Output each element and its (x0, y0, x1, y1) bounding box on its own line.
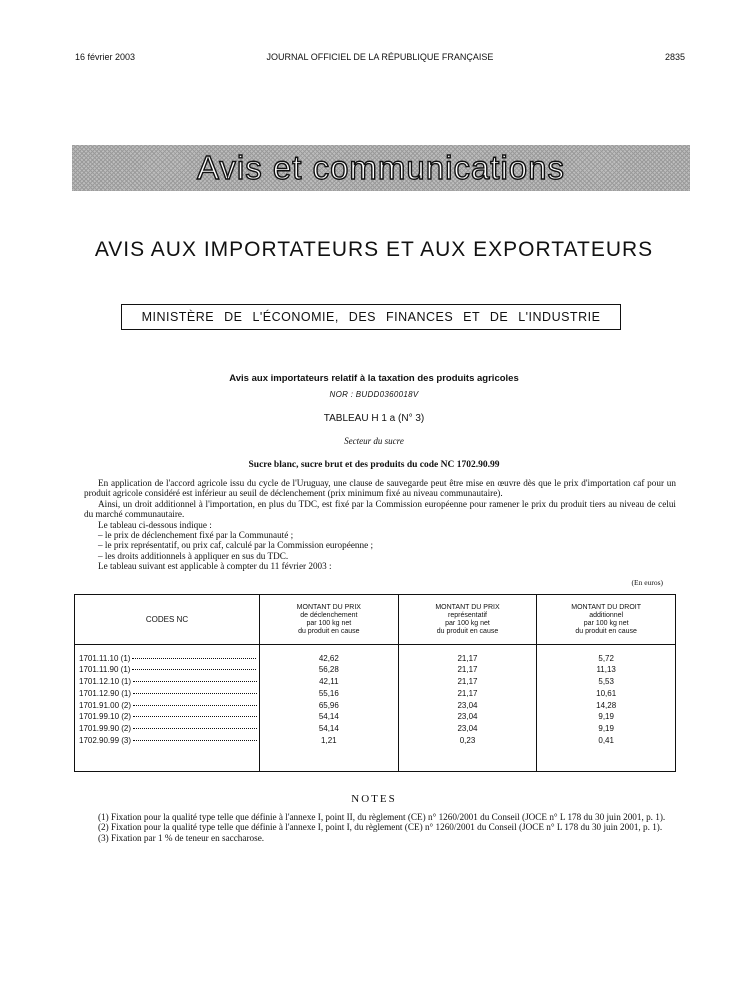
body-paragraph: Ainsi, un droit additionnel à l'importation, en plus du TDC, est fixé par la Commission européenne pour ramener le prix du produit tiers au niveau de celui du marché communautaire. (84, 498, 676, 520)
cell-code: 1701.11.90 (1) (79, 665, 131, 675)
cell-representative-price: 21,17 (398, 664, 537, 676)
body-paragraph: Le tableau suivant est applicable à compter du 11 février 2003 : (98, 561, 332, 572)
cell-representative-price: 23,04 (398, 700, 537, 712)
table-row (75, 711, 676, 723)
note-item: (3) Fixation par 1 % de teneur en saccharose. (98, 832, 265, 843)
note-item: (2) Fixation pour la qualité type telle que définie à l'annexe I, point I, du règlement (CE) n° 1260/2001 du Conseil (JOCE n° L 178 du 30 juin 2001, p. 1). (98, 822, 663, 833)
nor-reference: NOR : BUDD0360018V (329, 390, 419, 399)
cell-code: 1701.12.10 (1) (79, 677, 132, 687)
table-row (75, 723, 676, 735)
header-trigger-price: MONTANT DU PRIX de déclenchement par 100 kg net du produit en cause (259, 595, 398, 645)
cell-trigger-price: 1,21 (259, 735, 398, 747)
notice-title: Avis aux importateurs relatif à la taxation des produits agricoles (229, 373, 519, 384)
table-row (75, 735, 676, 747)
notice-body (84, 478, 676, 572)
banner-title: Avis et communications (196, 149, 566, 186)
cell-representative-price: 21,17 (398, 653, 537, 665)
leader-dots (132, 658, 256, 659)
leader-dots (133, 716, 257, 717)
table-row (75, 664, 676, 676)
list-item: – le prix de déclenchement fixé par la Communauté ; (98, 530, 294, 541)
journal-title: JOURNAL OFFICIEL DE LA RÉPUBLIQUE FRANÇAISE (266, 52, 494, 62)
header-representative-price: MONTANT DU PRIX représentatif par 100 kg net du produit en cause (398, 595, 537, 645)
table-row (75, 688, 676, 700)
cell-code: 1701.12.90 (1) (79, 688, 132, 698)
body-paragraph: Le tableau ci-dessous indique : (98, 519, 212, 530)
cell-additional-duty: 9,19 (537, 723, 676, 735)
cell-trigger-price: 42,11 (259, 676, 398, 688)
table-spacer (75, 645, 676, 653)
cell-additional-duty: 5,53 (537, 676, 676, 688)
leader-dots (133, 681, 257, 682)
sector-label: Secteur du sucre (344, 436, 404, 446)
list-item: – le prix représentatif, ou prix caf, calculé par la Commission européenne ; (98, 540, 374, 551)
cell-representative-price: 23,04 (398, 723, 537, 735)
leader-dots (133, 728, 257, 729)
section-banner (72, 145, 690, 191)
cell-additional-duty: 14,28 (537, 700, 676, 712)
cell-additional-duty: 11,13 (537, 664, 676, 676)
ministry-heading: MINISTÈRE DE L'ÉCONOMIE, DES FINANCES ET DE L'INDUSTRIE (121, 304, 621, 330)
cell-trigger-price: 65,96 (259, 700, 398, 712)
cell-trigger-price: 54,14 (259, 723, 398, 735)
notes-list (84, 812, 676, 843)
cell-additional-duty: 5,72 (537, 653, 676, 665)
header-additional-duty: MONTANT DU DROIT additionnel par 100 kg net du produit en cause (537, 595, 676, 645)
cell-code: 1701.99.90 (2) (79, 724, 132, 734)
cell-representative-price: 23,04 (398, 711, 537, 723)
list-item: – les droits additionnels à appliquer en sus du TDC. (98, 550, 289, 561)
cell-code: 1702.90.99 (3) (79, 736, 132, 746)
leader-dots (133, 740, 257, 741)
price-table (74, 594, 676, 772)
leader-dots (133, 705, 257, 706)
cell-representative-price: 21,17 (398, 676, 537, 688)
leader-dots (132, 669, 256, 670)
cell-trigger-price: 56,28 (259, 664, 398, 676)
header-codes-nc: CODES NC (75, 595, 260, 645)
issue-date: 16 février 2003 (75, 52, 136, 62)
table-header-row (75, 595, 676, 645)
cell-additional-duty: 0,41 (537, 735, 676, 747)
cell-representative-price: 0,23 (398, 735, 537, 747)
cell-code: 1701.91.00 (2) (79, 700, 132, 710)
cell-additional-duty: 10,61 (537, 688, 676, 700)
table-row (75, 700, 676, 712)
cell-additional-duty: 9,19 (537, 711, 676, 723)
tableau-label: TABLEAU H 1 a (N° 3) (323, 413, 425, 424)
cell-trigger-price: 55,16 (259, 688, 398, 700)
cell-trigger-price: 54,14 (259, 711, 398, 723)
table-row (75, 676, 676, 688)
product-heading: Sucre blanc, sucre brut et des produits du code NC 1702.90.99 (248, 460, 500, 470)
note-item: (1) Fixation pour la qualité type telle que définie à l'annexe I, point II, du règlement (CE) n° 1260/2001 du Conseil (JOCE n° L 178 du 30 juin 2001, p. 1). (98, 812, 666, 822)
table-tail (75, 747, 676, 772)
page-number: 2835 (664, 52, 685, 62)
cell-code: 1701.99.10 (2) (79, 712, 132, 722)
table-row (75, 653, 676, 665)
cell-trigger-price: 42,62 (259, 653, 398, 665)
section-title: AVIS AUX IMPORTATEURS ET AUX EXPORTATEURS (94, 238, 654, 261)
currency-unit: (En euros) (631, 578, 663, 587)
cell-code: 1701.11.10 (1) (79, 653, 131, 663)
notes-title: NOTES (351, 793, 397, 805)
body-paragraph: En application de l'accord agricole issu du cycle de l'Uruguay, une clause de sauvegarde peut être mise en œuvre dès que le prix d'importation caf pour un produit agricole considéré est inférieur au seuil de déclenchement (prix minimum fixé au niveau communautaire). (84, 478, 676, 499)
cell-representative-price: 21,17 (398, 688, 537, 700)
leader-dots (133, 693, 257, 694)
